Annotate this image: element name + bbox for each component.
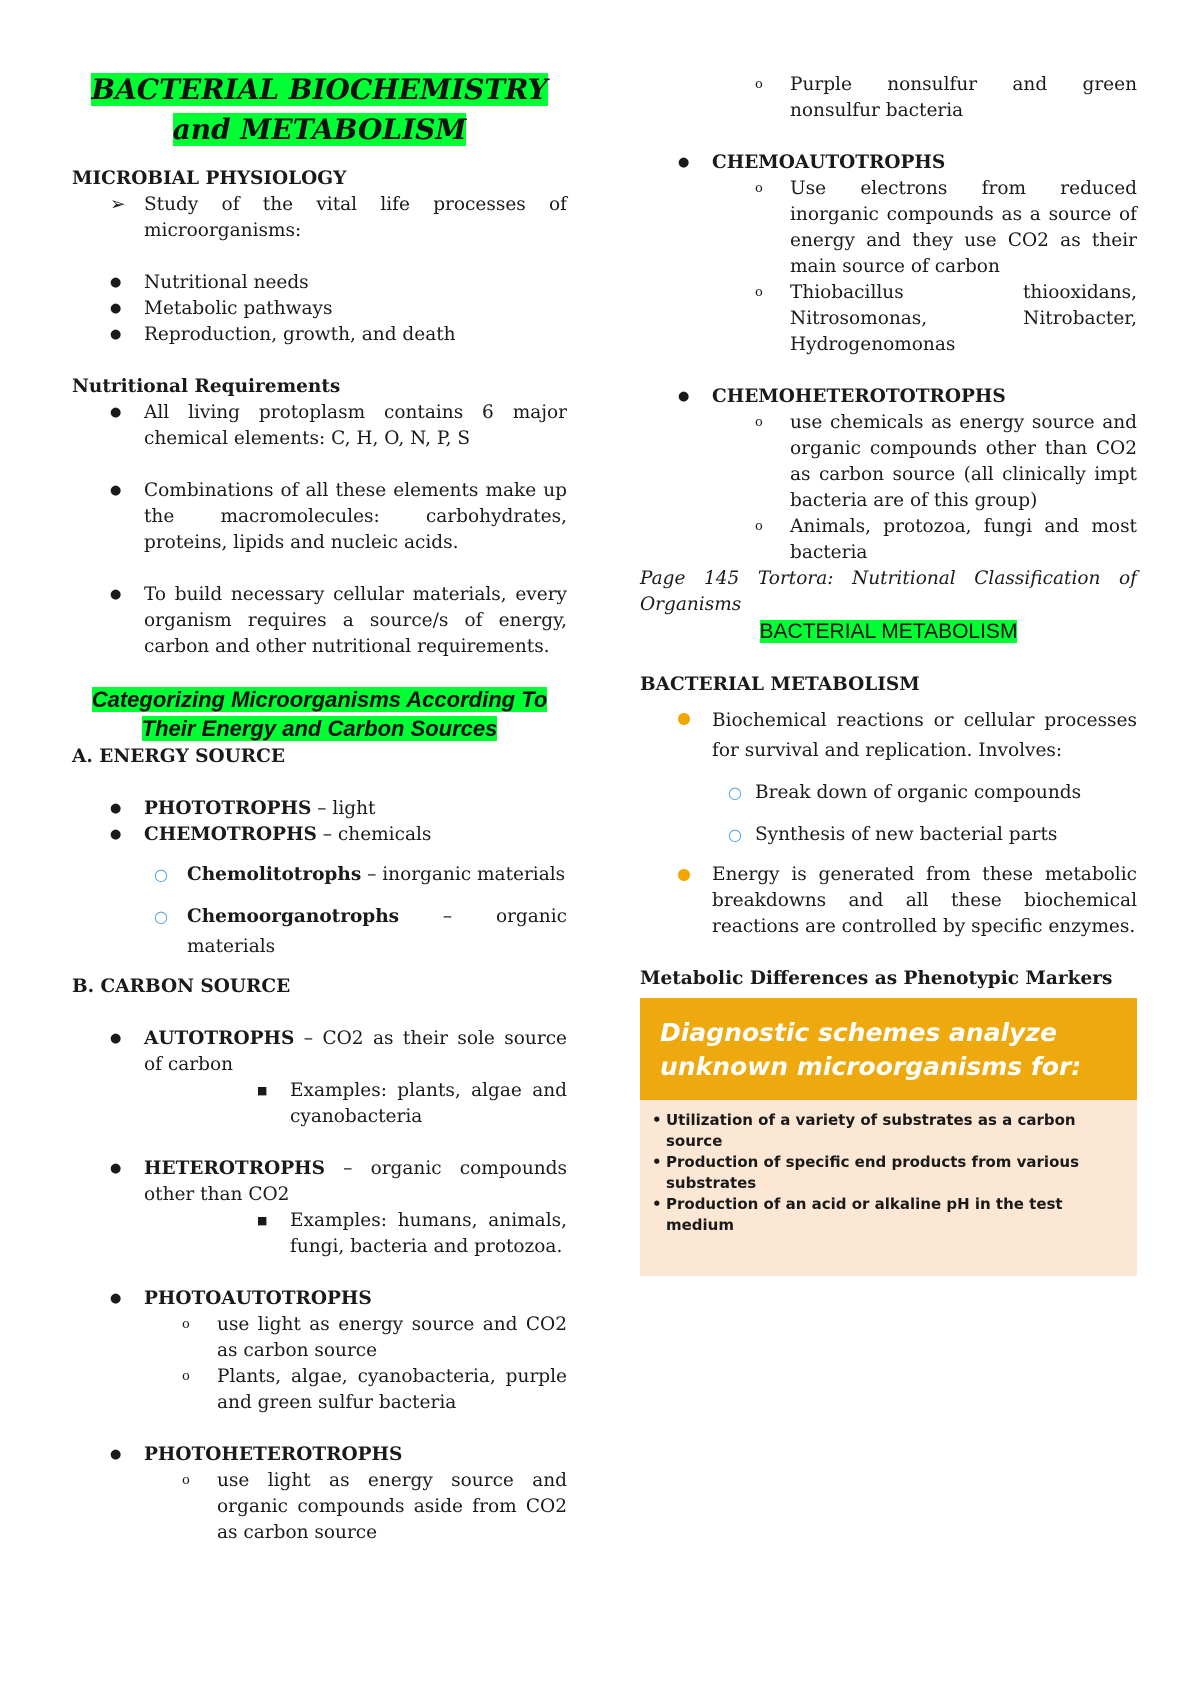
bacterial-metabolism-heading: BACTERIAL METABOLISM [640, 674, 920, 695]
bullet-dot-icon: ● [110, 275, 122, 290]
bullet-dot-icon: ● [110, 1031, 122, 1046]
circle-bullet-icon: o [182, 1473, 190, 1488]
list-item: ● All living protoplasm contains 6 major chemical elements: C, H, O, N, P, S [110, 402, 567, 449]
bullet-dot-icon: ● [110, 483, 122, 498]
metabolism-banner-block [640, 618, 1137, 646]
categorizing-banner: Categorizing Microorganisms According To Their Energy and Carbon Sources [91, 687, 548, 741]
square-bullet-icon: ■ [257, 1084, 268, 1097]
list-item: o Animals, protozoa, fungi and most bacteria [755, 516, 1137, 563]
carbon-source-heading: B. CARBON SOURCE [72, 976, 291, 997]
nutritional-requirements-heading: Nutritional Requirements [72, 376, 341, 397]
list-item: ○ Chemoorganotrophs – organic materials [72, 902, 567, 962]
energy-source-list [72, 796, 567, 962]
ring-bullet-icon: ○ [728, 825, 742, 844]
list-item: o Thiobacillus thiooxidans, Nitrosomonas, Nitrobacter, Hydrogenomonas [755, 282, 1137, 355]
list-item: ● PHOTOTROPHS – light [72, 796, 567, 822]
bullet-dot-icon: ● [110, 1447, 122, 1462]
list-item: o use light as energy source and organic compounds aside from CO2 as carbon source [182, 1470, 567, 1543]
list-item: ● CHEMOHETEROTOTROPHS [640, 384, 1137, 410]
list-item: o use chemicals as energy source and organic compounds other than CO2 as carbon source (all clinically impt bacteria are of this group) [755, 412, 1137, 511]
bullet-dot-icon: ● [110, 827, 122, 842]
physiology-bullets [72, 270, 567, 348]
list-item: ○ Chemolitotrophs – inorganic materials [72, 860, 567, 890]
metabolism-banner: BACTERIAL METABOLISM [759, 620, 1018, 643]
list-item: ● AUTOTROPHS – CO2 as their sole source of carbon [110, 1028, 567, 1075]
list-item: ➢ Study of the vital life processes of microorganisms: [110, 194, 567, 241]
bullet-dot-icon: ● [110, 301, 122, 316]
phenotypic-markers-heading: Metabolic Differences as Phenotypic Markers [640, 968, 1113, 989]
ring-bullet-icon: ○ [154, 865, 168, 884]
microbial-physiology-list [72, 192, 567, 244]
page-reference-note: Page 145 Tortora: Nutritional Classification of Organisms [640, 568, 1137, 615]
list-item: ● PHOTOAUTOTROPHS [72, 1286, 567, 1312]
list-item: ● PHOTOHETEROTROPHS [72, 1442, 567, 1468]
circle-bullet-icon: o [755, 415, 763, 430]
bullet-dot-icon: ● [110, 1161, 122, 1176]
list-item: ● CHEMOTROPHS – chemicals [72, 822, 567, 848]
diagnostic-panel-body [640, 1100, 1137, 1276]
energy-source-heading: A. ENERGY SOURCE [72, 746, 285, 767]
list-item: • Production of an acid or alkaline pH in the test medium [652, 1195, 1063, 1234]
list-item: ■ Examples: plants, algae and cyanobacteria [257, 1080, 567, 1127]
list-item: ● Reproduction, growth, and death [72, 322, 567, 348]
square-bullet-icon: ■ [257, 1214, 268, 1227]
bullet-dot-icon: ● [678, 389, 690, 404]
circle-bullet-icon: o [182, 1369, 190, 1384]
ring-bullet-icon: ○ [154, 907, 168, 926]
chemoautotrophs-list [640, 150, 1137, 358]
nutritional-list [72, 400, 567, 660]
document-title: BACTERIAL BIOCHEMISTRY and METABOLISM [91, 73, 548, 146]
list-item: ● Nutritional needs [72, 270, 567, 296]
ring-bullet-icon: ○ [728, 783, 742, 802]
list-item: Biochemical reactions or cellular processes for survival and replication. Involves: [640, 706, 1137, 766]
list-item: o Use electrons from reduced inorganic compounds as a source of energy and they use CO2 as their main source of carbon [755, 178, 1137, 277]
circle-bullet-icon: o [755, 77, 763, 92]
metabolism-list [640, 706, 1137, 940]
bullet-dot-icon: ● [678, 155, 690, 170]
arrow-bullet-icon: ➢ [110, 194, 126, 215]
bullet-dot-icon: • [652, 1153, 662, 1171]
orange-bullet-icon [678, 713, 690, 725]
list-item: ● HETEROTROPHS – organic compounds other than CO2 [110, 1158, 567, 1205]
circle-bullet-icon: o [755, 181, 763, 196]
list-item: • Production of specific end products from various substrates [652, 1153, 1079, 1192]
circle-bullet-icon: o [755, 285, 763, 300]
bullet-dot-icon: • [652, 1195, 662, 1213]
diagnostic-panel-title: Diagnostic schemes analyze unknown microorganisms for: [640, 998, 1137, 1100]
bullet-dot-icon: ● [110, 327, 122, 342]
list-item: ○ Break down of organic compounds [640, 778, 1137, 808]
list-item: ● Metabolic pathways [72, 296, 567, 322]
list-item: ● Combinations of all these elements make up the macromolecules: carbohydrates, proteins, lipids and nucleic acids. [110, 480, 567, 553]
chemoheterotrophs-list [640, 384, 1137, 566]
circle-bullet-icon: o [182, 1317, 190, 1332]
list-item: o Purple nonsulfur and green nonsulfur bacteria [755, 74, 1137, 121]
microbial-physiology-heading: MICROBIAL PHYSIOLOGY [72, 168, 347, 189]
circle-bullet-icon: o [755, 519, 763, 534]
list-item: ■ Examples: humans, animals, fungi, bacteria and protozoa. [257, 1210, 567, 1257]
document-title-block [72, 70, 567, 150]
diagnostic-panel [640, 998, 1137, 1276]
list-item: o use light as energy source and CO2 as carbon source [182, 1314, 567, 1361]
bullet-dot-icon: ● [110, 587, 122, 602]
list-item: ● To build necessary cellular materials, every organism requires a source/s of energy, carbon and other nutritional requirements. [110, 584, 567, 657]
categorizing-banner-block [72, 686, 567, 744]
list-item: Energy is generated from these metabolic breakdowns and all these biochemical reactions are controlled by specific enzymes. [640, 862, 1137, 940]
list-item: ● CHEMOAUTOTROPHS [640, 150, 1137, 176]
bullet-dot-icon: ● [110, 801, 122, 816]
left-column [72, 0, 567, 1546]
photoheterotrophs-continued [640, 72, 1137, 124]
list-item: ○ Synthesis of new bacterial parts [640, 820, 1137, 850]
bullet-dot-icon: ● [110, 405, 122, 420]
right-column [640, 0, 1137, 1276]
bullet-dot-icon: ● [110, 1291, 122, 1306]
diagnostic-list [652, 1110, 1127, 1236]
list-item: o Plants, algae, cyanobacteria, purple and green sulfur bacteria [182, 1366, 567, 1413]
carbon-source-list [72, 1026, 567, 1546]
orange-bullet-icon [678, 869, 690, 881]
list-item: • Utilization of a variety of substrates as a carbon source [652, 1111, 1076, 1150]
bullet-dot-icon: • [652, 1111, 662, 1129]
